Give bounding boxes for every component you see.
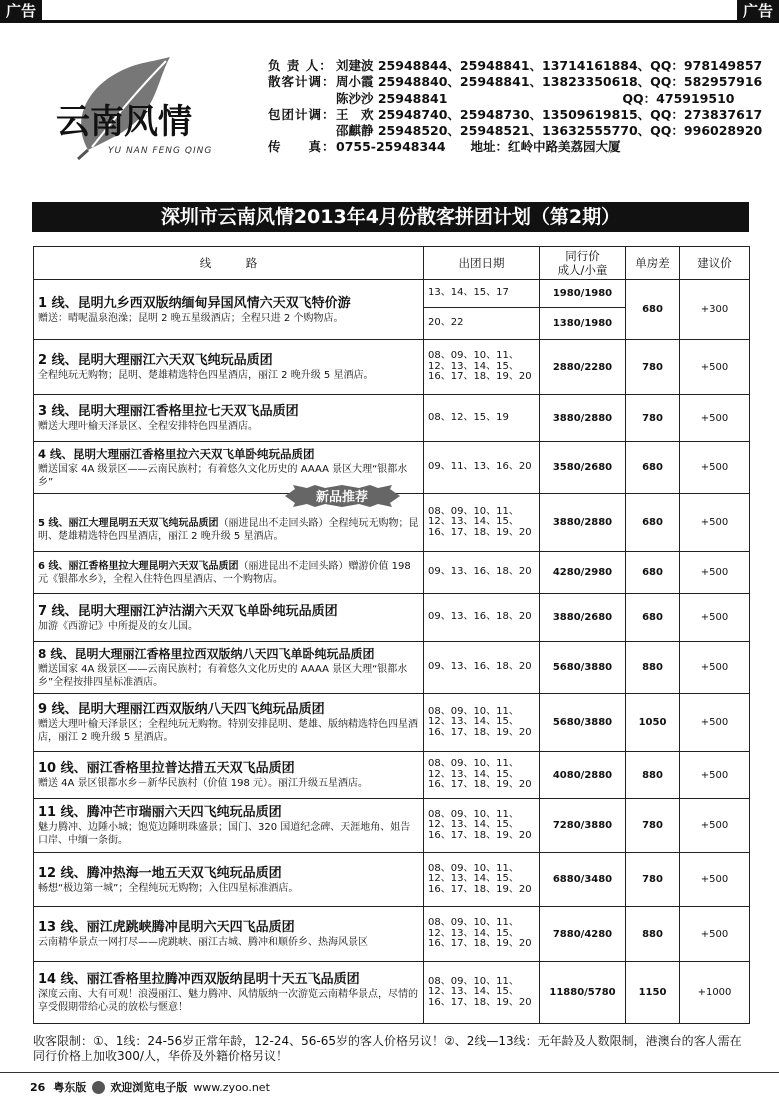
table-row bbox=[34, 752, 750, 799]
single-room-cell: 680 bbox=[626, 442, 680, 494]
single-room-cell: 680 bbox=[626, 280, 680, 340]
dates-cell: 13、14、15、17 bbox=[424, 280, 540, 308]
new-product-badge bbox=[285, 485, 400, 507]
page-number: 26 bbox=[30, 1080, 46, 1094]
route-title: 6 线、丽江香格里拉大理昆明六天双飞品质团 bbox=[38, 560, 239, 572]
route-cell bbox=[34, 642, 424, 694]
dates-cell: 09、11、13、16、20 bbox=[424, 442, 540, 494]
price-cell: 3580/2680 bbox=[540, 442, 626, 494]
suggested-price-cell: +500 bbox=[680, 694, 750, 752]
contact-value: 王 欢 25948740、25948730、13509619815、QQ：273837617 bbox=[336, 106, 763, 122]
route-title: 2 线、昆明大理丽江六天双飞纯玩品质团 bbox=[38, 353, 273, 368]
route-desc: 云南精华景点一网打尽——虎跳峡、丽江古城、腾冲和顺侨乡、热海风景区 bbox=[38, 937, 368, 948]
contact-label: 负 责 人： bbox=[268, 58, 333, 73]
badge-text: 新品推荐 bbox=[315, 490, 369, 505]
dates-cell: 08、09、10、11、12、13、14、15、16、17、18、19、20 bbox=[424, 752, 540, 799]
table-row bbox=[34, 642, 750, 694]
route-desc: 加游《西游记》中所提及的女儿国。 bbox=[38, 620, 198, 632]
suggested-price-cell: +500 bbox=[680, 340, 750, 395]
suggested-price-cell: +500 bbox=[680, 907, 750, 962]
ad-label-left: 广告 bbox=[0, 0, 42, 22]
route-desc: 赠送国家 4A 级景区——云南民族村；有着悠久文化历史的 AAAA 景区大理“银都水乡”全程按排四星标准酒店。 bbox=[38, 664, 408, 688]
route-desc: 赠送：晴呢温泉泡澡；昆明 2 晚五星级酒店；全程只进 2 个购物店。 bbox=[38, 312, 344, 324]
price-cell: 4280/2980 bbox=[540, 552, 626, 594]
table-row bbox=[34, 395, 750, 442]
yunnan-fengqing-logo bbox=[48, 55, 248, 165]
single-room-cell: 880 bbox=[626, 752, 680, 799]
route-note: （丽进昆出不走回头路）赠游价值 198 元《银都水乡》，全程入住特色四星酒店、一个购物店。 bbox=[38, 560, 411, 585]
route-title: 14 线、丽江香格里拉腾冲西双版纳昆明十天五飞品质团 bbox=[38, 972, 360, 987]
dates-cell: 08、09、10、11、12、13、14、15、16、17、18、19、20 bbox=[424, 853, 540, 907]
table-row bbox=[34, 340, 750, 395]
price-cell: 7880/4280 bbox=[540, 907, 626, 962]
route-cell bbox=[34, 853, 424, 907]
route-title: 13 线、丽江虎跳峡腾冲昆明六天四飞品质团 bbox=[38, 920, 295, 935]
route-cell bbox=[34, 395, 424, 442]
suggested-price-cell: +500 bbox=[680, 799, 750, 853]
price-cell: 5680/3880 bbox=[540, 694, 626, 752]
route-desc: 深度云南、大有可观！浪漫丽江、魅力腾冲、风情版纳一次游览云南精华景点，尽情的享受假期带给心灵的放松与惬意！ bbox=[38, 989, 418, 1013]
contact-row bbox=[268, 139, 762, 155]
contact-value: 邵麒静 25948520、25948521、13632555770、QQ：996028920 bbox=[336, 123, 763, 139]
price-cell: 1980/1980 bbox=[540, 280, 626, 308]
table-row bbox=[34, 594, 750, 642]
logo-pinyin: YU NAN FENG QING bbox=[108, 146, 213, 156]
route-desc: 全程纯玩无购物；昆明、楚雄精选特色四星酒店，丽江 2 晚升级 5 星酒店。 bbox=[38, 370, 374, 381]
route-note: （丽进昆出不走回头路）全程纯玩无购物；昆明、楚雄精选特色四星酒店，丽江 2 晚升级 5 星酒店。 bbox=[38, 517, 419, 542]
contact-label: 传 真： bbox=[268, 139, 336, 155]
table-row bbox=[34, 552, 750, 594]
suggested-price-cell: +500 bbox=[680, 752, 750, 799]
bottom-rule bbox=[0, 1072, 779, 1073]
single-room-cell: 1050 bbox=[626, 694, 680, 752]
single-room-cell: 780 bbox=[626, 340, 680, 395]
contact-row bbox=[268, 58, 762, 74]
booking-restriction-note: 收客限制：①、1线：24-56岁正常年龄，12-24、56-65岁的客人价格另议！②、2线—13线：无年龄及人数限制，港澳台的客人需在同行价格上加收300/人，华侨及外籍价格另议！ bbox=[33, 1034, 742, 1063]
suggested-price-cell: +500 bbox=[680, 395, 750, 442]
single-room-cell: 780 bbox=[626, 853, 680, 907]
route-title: 10 线、丽江香格里拉普达措五天双飞品质团 bbox=[38, 761, 295, 776]
suggested-price-cell: +500 bbox=[680, 642, 750, 694]
single-room-cell: 880 bbox=[626, 642, 680, 694]
single-room-cell: 680 bbox=[626, 494, 680, 552]
dates-cell: 08、09、10、11、12、13、14、15、16、17、18、19、20 bbox=[424, 340, 540, 395]
route-title: 1 线、昆明九乡西双版纳缅甸异国风情六天双飞特价游 bbox=[38, 295, 351, 311]
tour-plan-table bbox=[33, 246, 750, 1024]
single-room-cell: 780 bbox=[626, 395, 680, 442]
route-desc: 赠送大理叶榆天泽景区、全程安排特色四星酒店。 bbox=[38, 421, 258, 432]
logo-text: 云南风情 bbox=[56, 102, 192, 142]
header-single-room: 单房差 bbox=[626, 247, 680, 280]
route-title: 9 线、昆明大理丽江西双版纳八天四飞纯玩品质团 bbox=[38, 702, 325, 717]
dates-cell: 08、09、10、11、12、13、14、15、16、17、18、19、20 bbox=[424, 962, 540, 1024]
ad-label-right: 广告 bbox=[737, 0, 779, 22]
contact-value: 刘建波 25948844、25948841、13714161884、QQ：978149857 bbox=[336, 58, 763, 73]
route-desc: 魅力腾冲、边陲小城；饱览边陲明珠盛景；国门、320 国道纪念碑、天涯地角、姐告口岸、中缅一条街。 bbox=[38, 822, 411, 846]
route-cell bbox=[34, 594, 424, 642]
contact-block bbox=[268, 58, 762, 156]
route-desc: 畅想“极边第一城”；全程纯玩无购物；入住四星标准酒店。 bbox=[38, 882, 299, 894]
price-cell: 3880/2880 bbox=[540, 494, 626, 552]
route-title: 4 线、昆明大理丽江香格里拉六天双飞单卧纯玩品质团 bbox=[38, 447, 315, 461]
route-desc: 赠送 4A 景区银都水乡－新华民族村（价值 198 元）。丽江升级五星酒店。 bbox=[38, 778, 369, 789]
route-cell bbox=[34, 962, 424, 1024]
price-cell: 3880/2680 bbox=[540, 594, 626, 642]
route-cell bbox=[34, 552, 424, 594]
header-suggested-price: 建议价 bbox=[680, 247, 750, 280]
header-price: 同行价 成人/小童 bbox=[540, 247, 626, 280]
page-footer bbox=[30, 1079, 270, 1095]
dates-cell: 08、09、10、11、12、13、14、15、16、17、18、19、20 bbox=[424, 694, 540, 752]
route-title: 5 线、丽江大理昆明五天双飞纯玩品质团 bbox=[38, 517, 219, 529]
price-cell: 1380/1980 bbox=[540, 308, 626, 340]
contact-label bbox=[268, 123, 336, 139]
price-cell: 2880/2280 bbox=[540, 340, 626, 395]
route-cell bbox=[34, 340, 424, 395]
plan-title-banner: 深圳市云南风情2013年4月份散客拼团计划（第2期） bbox=[32, 202, 749, 232]
single-room-cell: 680 bbox=[626, 552, 680, 594]
table-row bbox=[34, 694, 750, 752]
table-row bbox=[34, 280, 750, 308]
price-cell: 3880/2880 bbox=[540, 395, 626, 442]
suggested-price-cell: +500 bbox=[680, 552, 750, 594]
route-title: 8 线、昆明大理丽江香格里拉西双版纳八天四飞单卧纯玩品质团 bbox=[38, 647, 375, 661]
contact-value: 周小霞 25948840、25948841、13823350618、QQ：582957916 bbox=[336, 74, 763, 90]
contact-label: 包团计调： bbox=[268, 106, 336, 122]
single-room-cell: 780 bbox=[626, 799, 680, 853]
price-cell: 6880/3480 bbox=[540, 853, 626, 907]
contact-row bbox=[268, 74, 762, 90]
dates-cell: 09、13、16、18、20 bbox=[424, 594, 540, 642]
top-rule bbox=[0, 20, 779, 23]
suggested-price-cell: +500 bbox=[680, 494, 750, 552]
price-cell: 11880/5780 bbox=[540, 962, 626, 1024]
contact-value: 陈沙沙 25948841 QQ：475919510 bbox=[336, 90, 735, 106]
website-url[interactable]: www.zyoo.net bbox=[193, 1080, 270, 1094]
suggested-price-cell: +1000 bbox=[680, 962, 750, 1024]
dates-cell: 08、09、10、11、12、13、14、15、16、17、18、19、20 bbox=[424, 799, 540, 853]
dates-cell: 09、13、16、18、20 bbox=[424, 642, 540, 694]
contact-row bbox=[268, 91, 762, 107]
dates-cell: 08、12、15、19 bbox=[424, 395, 540, 442]
suggested-price-cell: +500 bbox=[680, 594, 750, 642]
table-header-row bbox=[34, 247, 750, 280]
route-desc: 赠送大理叶榆天泽景区；全程纯玩无购物。特别安排昆明、楚雄、版纳精选特色四星酒店，丽江 2 晚升级 5 星酒店。 bbox=[38, 719, 418, 743]
contact-label bbox=[268, 91, 336, 107]
price-cell: 4080/2880 bbox=[540, 752, 626, 799]
table-row bbox=[34, 799, 750, 853]
contact-label: 散客计调： bbox=[268, 74, 336, 90]
route-cell bbox=[34, 799, 424, 853]
table-row bbox=[34, 907, 750, 962]
header-route: 线 路 bbox=[34, 247, 424, 280]
contact-value: 0755-25948344 地址：红岭中路美荔园大厦 bbox=[336, 139, 621, 155]
route-cell bbox=[34, 280, 424, 340]
edition-icon bbox=[92, 1081, 105, 1094]
dates-cell: 08、09、10、11、12、13、14、15、16、17、18、19、20 bbox=[424, 907, 540, 962]
edition-label: 粤东版 bbox=[53, 1081, 87, 1094]
dates-cell: 08、09、10、11、12、13、14、15、16、17、18、19、20 bbox=[424, 494, 540, 552]
contact-row bbox=[268, 107, 762, 123]
invite-text: 欢迎浏览电子版 bbox=[110, 1081, 188, 1094]
suggested-price-cell: +500 bbox=[680, 442, 750, 494]
table-row bbox=[34, 853, 750, 907]
route-title: 12 线、腾冲热海一地五天双飞纯玩品质团 bbox=[38, 865, 282, 881]
single-room-cell: 1150 bbox=[626, 962, 680, 1024]
dates-cell: 09、13、16、18、20 bbox=[424, 552, 540, 594]
route-desc bbox=[38, 517, 419, 543]
price-cell: 5680/3880 bbox=[540, 642, 626, 694]
route-cell bbox=[34, 907, 424, 962]
route-title: 7 线、昆明大理丽江泸沽湖六天双飞单卧纯玩品质团 bbox=[38, 603, 338, 619]
single-room-cell: 680 bbox=[626, 594, 680, 642]
header-dates: 出团日期 bbox=[424, 247, 540, 280]
route-title: 3 线、昆明大理丽江香格里拉七天双飞品质团 bbox=[38, 404, 299, 419]
route-desc bbox=[38, 560, 419, 586]
price-cell: 7280/3880 bbox=[540, 799, 626, 853]
route-cell bbox=[34, 694, 424, 752]
suggested-price-cell: +500 bbox=[680, 853, 750, 907]
contact-row bbox=[268, 123, 762, 139]
route-desc: 赠送国家 4A 级景区——云南民族村；有着悠久文化历史的 AAAA 景区大理“银都水乡” bbox=[38, 464, 408, 488]
suggested-price-cell: +300 bbox=[680, 280, 750, 340]
single-room-cell: 880 bbox=[626, 907, 680, 962]
dates-cell: 20、22 bbox=[424, 308, 540, 340]
route-title: 11 线、腾冲芒市瑞丽六天四飞纯玩品质团 bbox=[38, 805, 282, 820]
table-row bbox=[34, 962, 750, 1024]
route-cell bbox=[34, 752, 424, 799]
